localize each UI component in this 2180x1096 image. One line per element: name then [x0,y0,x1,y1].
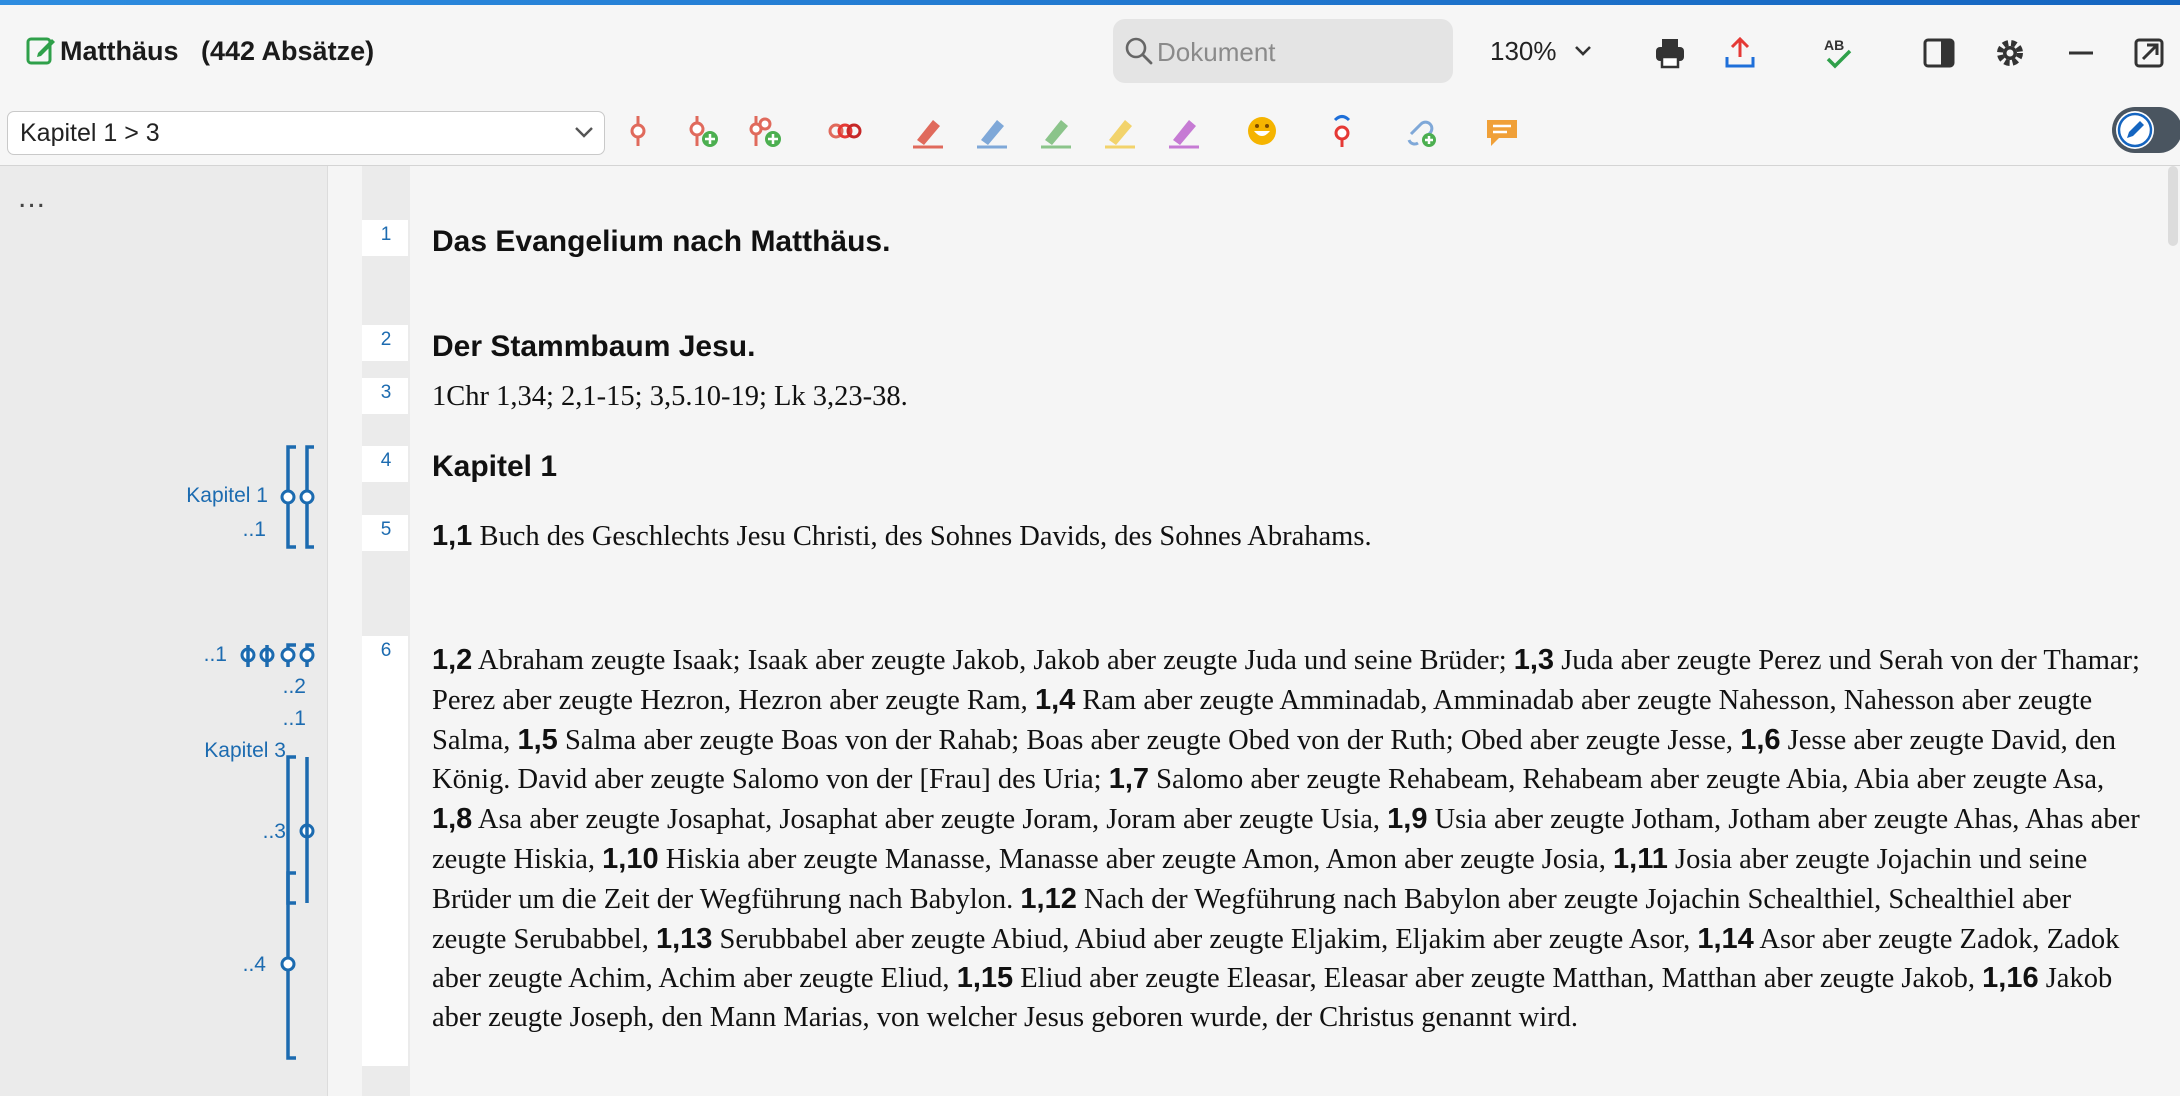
chevron-down-icon[interactable] [1574,45,1592,57]
code-label-3[interactable]: ..3 [262,820,286,843]
verse-text: Abraham zeugte Isaak; Isaak aber zeugte Jakob, Jakob aber zeugte Juda und seine Brüder; [472,645,1514,676]
verse-text: Salma aber zeugte Boas von der Rahab; Boas aber zeugte Obed von der Ruth; Obed aber zeugte Jesse, [557,724,1741,756]
sidebar-panel-icon[interactable] [1921,35,1957,71]
paragraph-cross-reference[interactable]: 1Chr 1,34; 2,1-15; 3,5.10-19; Lk 3,23-38. [432,381,908,412]
code-label-1[interactable]: ..1 [242,518,266,541]
code-label-4[interactable]: ..4 [242,953,266,976]
paragraph-number[interactable]: 5 [380,519,392,540]
verse-number: 1,2 [432,644,473,676]
verse-text: Buch des Geschlechts Jesu Christi, des Sohnes Davids, des Sohnes Abrahams. [472,521,1372,552]
highlighter-yellow-icon[interactable] [1101,112,1139,150]
highlighter-red-icon[interactable] [909,112,947,150]
highlighter-green-icon[interactable] [1037,112,1075,150]
vertical-scrollbar[interactable] [2168,166,2178,246]
pencil-icon [2116,111,2154,149]
coding-stripes [0,0,330,1096]
verse-number: 1,5 [517,723,558,756]
add-multi-marker-icon[interactable] [746,112,784,150]
search-icon [1125,37,1153,65]
paragraph-heading[interactable]: Der Stammbaum Jesu. [432,330,756,363]
verse-number: 1,12 [1020,882,1077,915]
verse-number: 1,3 [1513,644,1555,676]
print-icon[interactable] [1652,35,1688,71]
add-code-marker-icon[interactable] [683,112,721,150]
verse-number: 1,11 [1613,842,1668,875]
verse-number: 1,9 [1387,803,1428,836]
code-label-1[interactable]: ..1 [203,643,227,666]
verse-text: Eliud aber zeugte Eleasar, Eleasar aber zeugte Matthan, Matthan aber zeugte Jakob, [1013,963,1983,995]
paragraph-number[interactable]: 4 [380,450,392,471]
verse-text: Usia aber zeugte Jotham, Jotham aber zeugte Ahas, Ahas aber zeugte Hiskia, [432,804,2140,875]
verse-text: Hiskia aber zeugte Manasse, Manasse aber zeugte Amon, Amon aber zeugte Josia, [658,843,1614,875]
paragraph-number[interactable]: 3 [380,382,392,403]
verse-number: 1,13 [655,922,713,955]
search-box[interactable] [1113,19,1453,83]
code-set-icon[interactable] [826,112,864,150]
verse-number: 1,14 [1697,922,1754,955]
export-icon[interactable] [1722,35,1758,71]
highlighter-purple-icon[interactable] [1165,112,1203,150]
zoom-level[interactable]: 130% [1490,36,1557,66]
verse-number: 1,15 [956,962,1014,995]
edit-mode-toggle[interactable] [2112,107,2180,153]
spellcheck-icon[interactable] [1820,35,1856,71]
paragraph-number-box [362,636,408,1066]
paragraph-heading[interactable]: Das Evangelium nach Matthäus. [432,225,891,258]
verse-text: Salomo aber zeugte Rehabeam, Rehabeam aber zeugte Abia, Abia aber zeugte Asa, [1149,764,2105,796]
verse-number: 1,16 [1982,962,2039,995]
paragraph-number[interactable]: 1 [380,224,392,245]
verse-text: Asor aber zeugte Zadok, Zadok aber zeugte Achim, Achim aber zeugte Eliud, [432,923,2120,995]
chevron-down-icon [574,125,594,139]
highlighter-blue-icon[interactable] [973,112,1011,150]
verse-text: Josia aber zeugte Jojachin und seine Brüder um die Zeit der Wegführung nach Babylon. [432,843,2088,915]
code-stripe-nodes[interactable] [242,491,313,970]
add-link-icon[interactable] [1403,112,1441,150]
code-label-kapitel-1[interactable]: Kapitel 1 [186,484,268,507]
verse-text: Nach der Wegführung nach Babylon aber zeugte Jojachin Schealthiel, Schealthiel aber zeugte Serubabbel, [432,883,2072,955]
maximize-icon[interactable] [2131,35,2167,71]
paragraph-verse-text[interactable] [432,517,2147,557]
settings-gear-icon[interactable] [1992,35,2028,71]
code-label-kapitel-3[interactable]: Kapitel 3 [204,739,286,762]
svg-text:AB: AB [1824,37,1845,53]
paragraph-verse-text[interactable] [432,641,2147,1038]
verse-number: 1,10 [602,842,659,875]
verse-number: 1,8 [432,803,473,836]
verse-text: Jesse aber zeugte David, den König. David aber zeugte Salomo von der [Frau] des Uria; [432,724,2117,796]
add-marker-icon[interactable] [619,112,657,150]
verse-number: 1,7 [1108,763,1150,796]
verse-number: 1,6 [1740,723,1781,756]
emoticon-icon[interactable] [1243,112,1281,150]
verse-text: Juda aber zeugte Perez und Serah von der Thamar; Perez aber zeugte Hezron, Hezron aber zeugte Ram, [432,645,2140,716]
verse-text: Jakob aber zeugte Joseph, den Mann Marias, von welcher Jesus geboren wurde, der Christus genannt wird. [432,963,2113,1034]
document-title: Matthäus (442 Absätze) [60,36,375,66]
memo-comment-icon[interactable] [1483,112,1521,150]
paragraph-heading[interactable]: Kapitel 1 [432,450,558,483]
verse-text: Serubbabel aber zeugte Abiud, Abiud aber zeugte Eljakim, Eljakim aber zeugte Asor, [712,923,1698,955]
verse-text: Ram aber zeugte Amminadab, Amminadab aber zeugte Nahesson, Nahesson aber zeugte Salma, [432,684,2093,756]
chapter-selector-value: Kapitel 1 > 3 [20,119,160,147]
verse-text: Asa aber zeugte Josaphat, Josaphat aber zeugte Joram, Joram aber zeugte Usia, [472,804,1388,836]
verse-number: 1,1 [432,520,473,552]
code-label-2[interactable]: ..2 [282,675,306,698]
verse-number: 1,4 [1034,683,1076,716]
paragraph-number[interactable]: 6 [380,640,392,661]
in-vivo-code-icon[interactable] [1323,112,1361,150]
paragraph-number[interactable]: 2 [380,329,392,350]
search-input[interactable] [1155,29,1439,75]
code-label-1[interactable]: ..1 [282,707,306,730]
more-options-button[interactable]: ... [18,181,47,214]
minimize-icon[interactable] [2063,35,2099,71]
